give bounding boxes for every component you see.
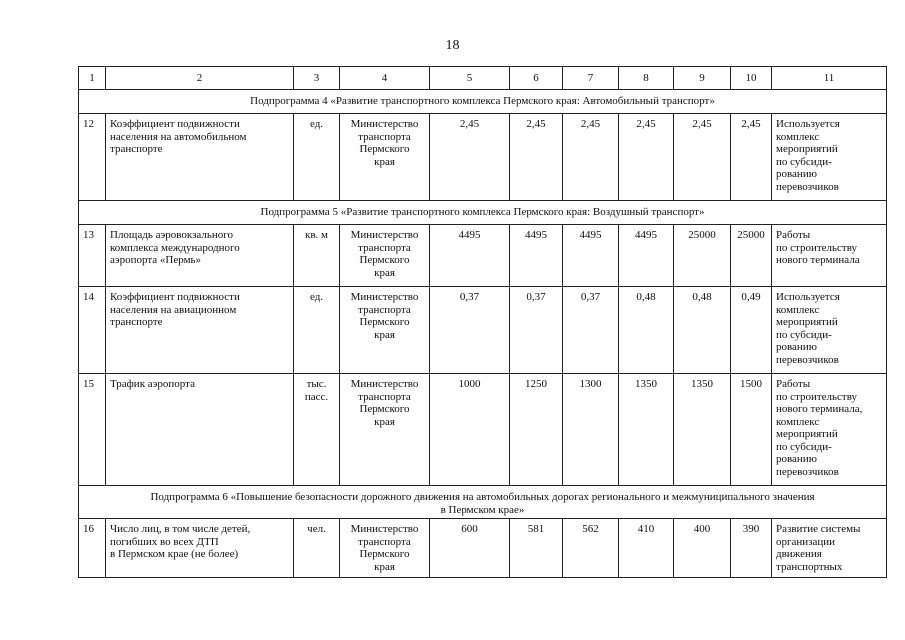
indicators-table: [78, 66, 887, 578]
column-number-row: [79, 67, 887, 90]
value-cell: 562: [563, 519, 619, 578]
column-number: 9: [674, 67, 731, 90]
value-cell: 390: [731, 519, 772, 578]
column-number: 11: [772, 67, 887, 90]
table-row: [79, 287, 887, 374]
value-cell: 25000: [731, 225, 772, 287]
responsible-org: Министерство транспорта Пермского края: [340, 519, 430, 578]
page-number: 18: [445, 38, 460, 53]
value-cell: 410: [619, 519, 674, 578]
column-number: 8: [619, 67, 674, 90]
subprogram-title: Подпрограмма 5 «Развитие транспортного комплекса Пермского края: Воздушный транспорт»: [79, 201, 887, 225]
responsible-org: Министерство транспорта Пермского края: [340, 287, 430, 374]
value-cell: 4495: [510, 225, 563, 287]
unit-cell: ед.: [294, 114, 340, 201]
value-cell: 0,37: [563, 287, 619, 374]
value-cell: 0,37: [510, 287, 563, 374]
subprogram-row: [79, 486, 887, 519]
value-cell: 2,45: [619, 114, 674, 201]
indicator-name: Трафик аэропорта: [106, 374, 294, 486]
note-cell: Развитие системы организации движения транспортных: [772, 519, 887, 578]
column-number: 3: [294, 67, 340, 90]
column-number: 1: [79, 67, 106, 90]
value-cell: 1300: [563, 374, 619, 486]
column-number: 2: [106, 67, 294, 90]
value-cell: 0,48: [619, 287, 674, 374]
value-cell: 25000: [674, 225, 731, 287]
table-row: [79, 114, 887, 201]
responsible-org: Министерство транспорта Пермского края: [340, 225, 430, 287]
column-number: 10: [731, 67, 772, 90]
note-cell: Используется комплекс мероприятий по субсиди- рованию перевозчиков: [772, 114, 887, 201]
unit-cell: ед.: [294, 287, 340, 374]
table-row: [79, 374, 887, 486]
value-cell: 4495: [430, 225, 510, 287]
responsible-org: Министерство транспорта Пермского края: [340, 374, 430, 486]
column-number: 5: [430, 67, 510, 90]
subprogram-row: [79, 90, 887, 114]
value-cell: 1350: [619, 374, 674, 486]
unit-cell: чел.: [294, 519, 340, 578]
value-cell: 1000: [430, 374, 510, 486]
note-cell: Работы по строительству нового терминала: [772, 225, 887, 287]
indicator-name: Площадь аэровокзального комплекса международного аэропорта «Пермь»: [106, 225, 294, 287]
value-cell: 4495: [619, 225, 674, 287]
row-number: 13: [79, 225, 106, 287]
value-cell: 581: [510, 519, 563, 578]
value-cell: 1500: [731, 374, 772, 486]
value-cell: 600: [430, 519, 510, 578]
value-cell: 1350: [674, 374, 731, 486]
table-row: [79, 225, 887, 287]
value-cell: 2,45: [674, 114, 731, 201]
value-cell: 2,45: [510, 114, 563, 201]
value-cell: 2,45: [430, 114, 510, 201]
column-number: 6: [510, 67, 563, 90]
row-number: 15: [79, 374, 106, 486]
value-cell: 0,48: [674, 287, 731, 374]
table-row: [79, 519, 887, 578]
value-cell: 2,45: [731, 114, 772, 201]
row-number: 12: [79, 114, 106, 201]
value-cell: 0,49: [731, 287, 772, 374]
column-number: 4: [340, 67, 430, 90]
note-cell: Используется комплекс мероприятий по субсиди- рованию перевозчиков: [772, 287, 887, 374]
subprogram-title: Подпрограмма 6 «Повышение безопасности дорожного движения на автомобильных дорогах регионального и межмуниципального значения в Пермском крае»: [79, 486, 887, 519]
note-cell: Работы по строительству нового терминала, комплекс мероприятий по субсиди- рованию перевозчиков: [772, 374, 887, 486]
value-cell: 1250: [510, 374, 563, 486]
row-number: 16: [79, 519, 106, 578]
subprogram-title: Подпрограмма 4 «Развитие транспортного комплекса Пермского края: Автомобильный транспорт»: [79, 90, 887, 114]
value-cell: 400: [674, 519, 731, 578]
unit-cell: кв. м: [294, 225, 340, 287]
value-cell: 0,37: [430, 287, 510, 374]
indicator-name: Коэффициент подвижности населения на автомобильном транспорте: [106, 114, 294, 201]
indicator-name: Число лиц, в том числе детей, погибших во всех ДТП в Пермском крае (не более): [106, 519, 294, 578]
column-number: 7: [563, 67, 619, 90]
row-number: 14: [79, 287, 106, 374]
indicator-name: Коэффициент подвижности населения на авиационном транспорте: [106, 287, 294, 374]
responsible-org: Министерство транспорта Пермского края: [340, 114, 430, 201]
unit-cell: тыс. пасс.: [294, 374, 340, 486]
subprogram-row: [79, 201, 887, 225]
value-cell: 4495: [563, 225, 619, 287]
value-cell: 2,45: [563, 114, 619, 201]
